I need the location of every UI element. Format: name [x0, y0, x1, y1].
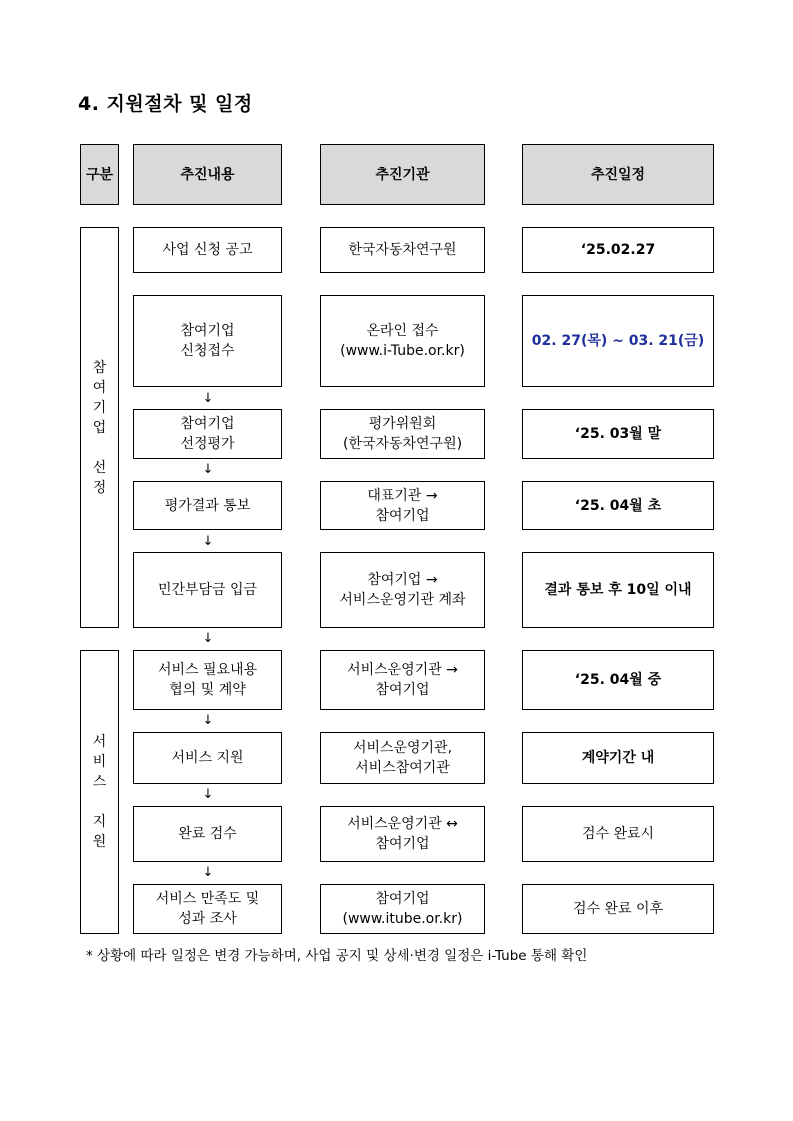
step-schedule: 02. 27(목) ~ 03. 21(금) — [522, 295, 714, 387]
step-schedule: ‘25. 04월 초 — [522, 481, 714, 530]
step-schedule: 계약기간 내 — [522, 732, 714, 784]
step-agency: 서비스운영기관 → 참여기업 — [320, 650, 485, 710]
step-content: 참여기업 신청접수 — [133, 295, 282, 387]
footnote: * 상황에 따라 일정은 변경 가능하며, 사업 공지 및 상세·변경 일정은 i-Tube 통해 확인 — [86, 948, 588, 964]
flow-arrow: ↓ — [202, 631, 214, 646]
step-schedule: 검수 완료 이후 — [522, 884, 714, 934]
flow-arrow: ↓ — [202, 787, 214, 802]
header-category: 구분 — [80, 144, 119, 205]
step-agency: 참여기업 → 서비스운영기관 계좌 — [320, 552, 485, 628]
group-company-selection: 참 여 기 업 선 정 — [80, 227, 119, 628]
step-content: 참여기업 선정평가 — [133, 409, 282, 459]
flow-arrow: ↓ — [202, 534, 214, 549]
step-content: 서비스 지원 — [133, 732, 282, 784]
header-content: 추진내용 — [133, 144, 282, 205]
header-schedule: 추진일정 — [522, 144, 714, 205]
flow-arrow: ↓ — [202, 713, 214, 728]
flow-arrow: ↓ — [202, 462, 214, 477]
step-content: 평가결과 통보 — [133, 481, 282, 530]
step-content: 사업 신청 공고 — [133, 227, 282, 273]
step-agency: 한국자동차연구원 — [320, 227, 485, 273]
step-schedule: 결과 통보 후 10일 이내 — [522, 552, 714, 628]
step-content: 서비스 만족도 및 성과 조사 — [133, 884, 282, 934]
step-agency: 서비스운영기관 ↔ 참여기업 — [320, 806, 485, 862]
step-schedule: ‘25.02.27 — [522, 227, 714, 273]
step-schedule: ‘25. 03월 말 — [522, 409, 714, 459]
step-agency: 참여기업 (www.itube.or.kr) — [320, 884, 485, 934]
step-content: 완료 검수 — [133, 806, 282, 862]
step-schedule: 검수 완료시 — [522, 806, 714, 862]
step-agency: 온라인 접수 (www.i-Tube.or.kr) — [320, 295, 485, 387]
group-service-support: 서 비 스 지 원 — [80, 650, 119, 934]
step-agency: 평가위원회 (한국자동차연구원) — [320, 409, 485, 459]
section-title: 4. 지원절차 및 일정 — [78, 93, 253, 115]
step-schedule: ‘25. 04월 중 — [522, 650, 714, 710]
step-content: 민간부담금 입금 — [133, 552, 282, 628]
step-agency: 서비스운영기관, 서비스참여기관 — [320, 732, 485, 784]
flow-arrow: ↓ — [202, 391, 214, 406]
step-content: 서비스 필요내용 협의 및 계약 — [133, 650, 282, 710]
header-agency: 추진기관 — [320, 144, 485, 205]
flow-arrow: ↓ — [202, 865, 214, 880]
step-agency: 대표기관 → 참여기업 — [320, 481, 485, 530]
